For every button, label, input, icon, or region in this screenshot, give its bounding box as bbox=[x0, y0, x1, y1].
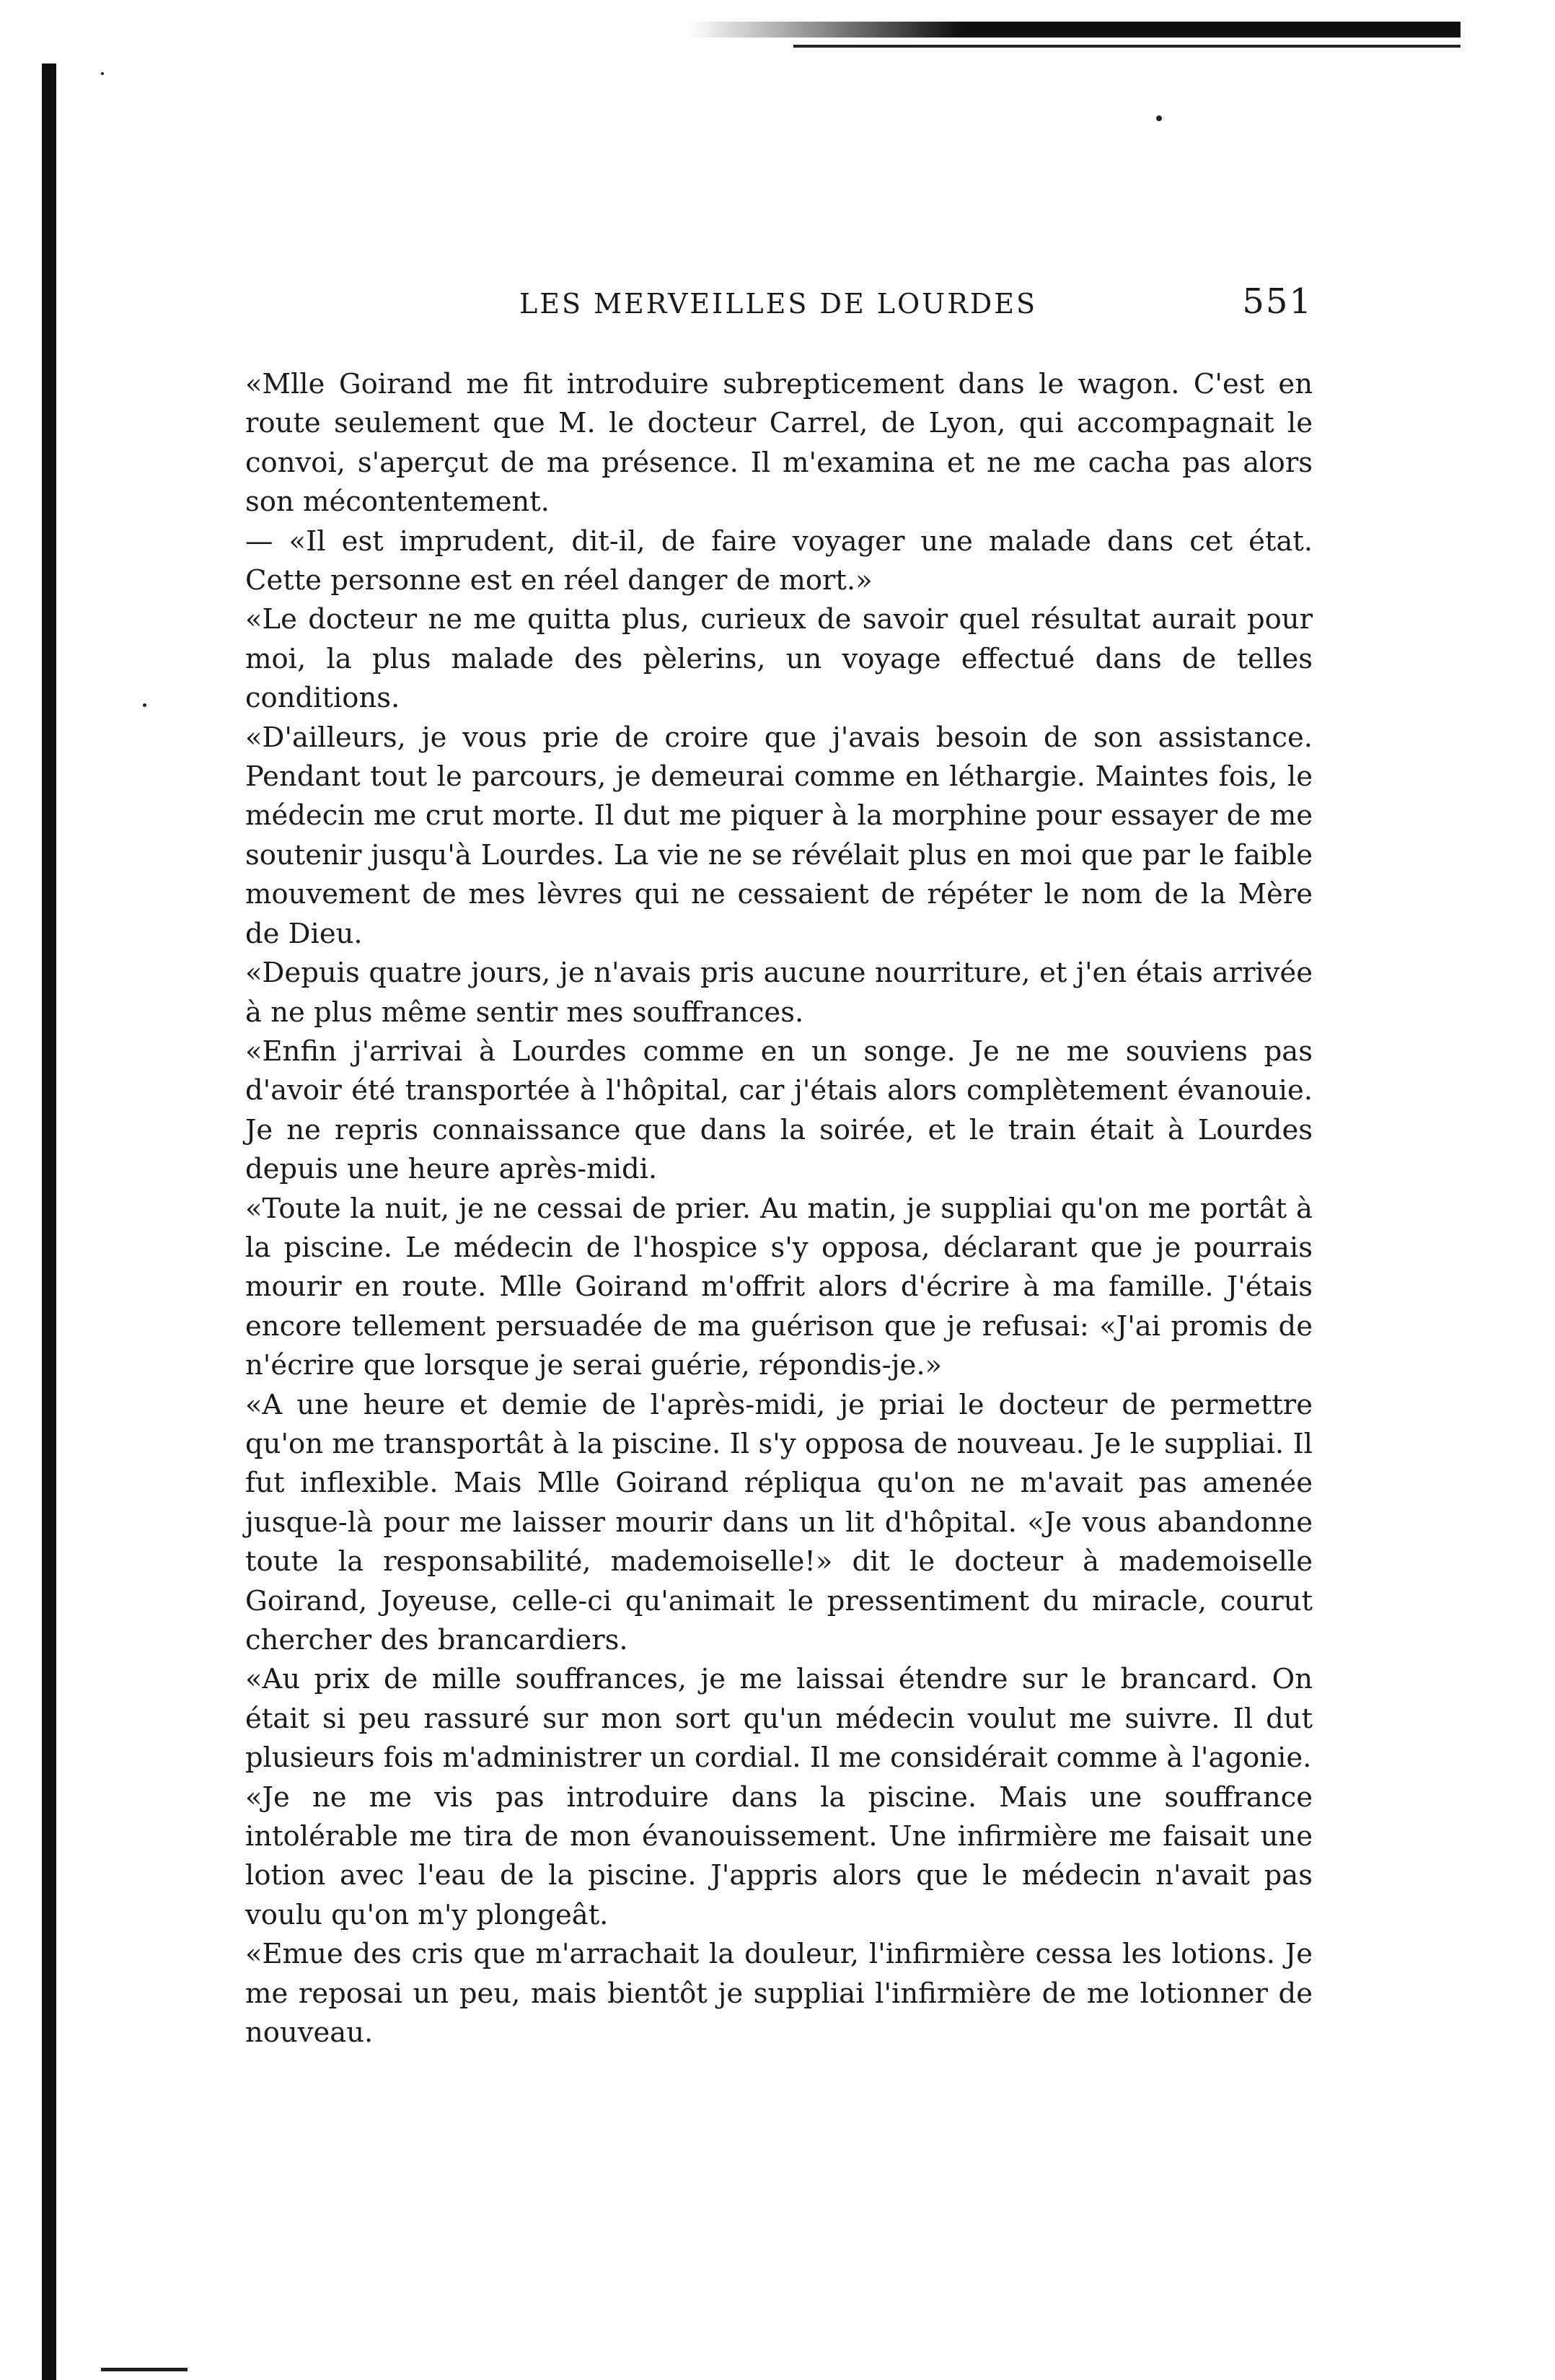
paragraph: «Depuis quatre jours, je n'avais pris aucune nourriture, et j'en étais arrivée à ne plus même sentir mes souffrances. bbox=[245, 957, 1313, 1029]
paragraph: «Toute la nuit, je ne cessai de prier. Au matin, je suppliai qu'on me portât à la piscine. Le médecin de l'hospice s'y opposa, déclarant que je pourrais mourir en route. Mlle Goirand m'offrit alors d'écrire à ma famille. J'étais encore tellement persuadée de ma guérison que je refusai: «J'ai promis de n'écrire que lorsque je serai guérie, répondis-je.» bbox=[245, 1192, 1313, 1382]
body-text bbox=[245, 365, 1313, 2052]
top-edge-shadow bbox=[689, 22, 1461, 38]
paragraph: «Enfin j'arrivai à Lourdes comme en un songe. Je ne me souviens pas d'avoir été transportée à l'hôpital, car j'étais alors complètement évanouie. Je ne repris connaissance que dans la soirée, et le train était à Lourdes depuis une heure après-midi. bbox=[245, 1035, 1313, 1186]
paragraph: — «Il est imprudent, dit-il, de faire voyager une malade dans cet état. Cette personne est en réel danger de mort.» bbox=[245, 524, 1313, 597]
ink-speck bbox=[101, 72, 104, 75]
page-number: 551 bbox=[1242, 281, 1313, 322]
paragraph: «Au prix de mille souffrances, je me laissai étendre sur le brancard. On était si peu rassuré sur mon sort qu'un médecin voulut me suivre. Il dut plusieurs fois m'administrer un cordial. Il me considérait comme à l'agonie. bbox=[245, 1663, 1313, 1775]
running-header bbox=[245, 281, 1313, 332]
paragraph: «Je ne me vis pas introduire dans la piscine. Mais une souffrance intolérable me tira de mon évanouissement. Une infirmière me faisait une lotion avec l'eau de la piscine. J'appris alors que le médecin n'avait pas voulu qu'on m'y plongeât. bbox=[245, 1780, 1313, 1931]
running-title: LES MERVEILLES DE LOURDES bbox=[519, 288, 1038, 320]
ink-speck bbox=[1156, 115, 1162, 121]
bottom-edge-mark bbox=[101, 2368, 188, 2371]
page-content bbox=[245, 281, 1313, 2052]
paragraph: «D'ailleurs, je vous prie de croire que j'avais besoin de son assistance. Pendant tout le parcours, je demeurai comme en léthargie. Maintes fois, le médecin me crut morte. Il dut me piquer à la morphine pour essayer de me soutenir jusqu'à Lourdes. La vie ne se révélait plus en moi que par le faible mouvement de mes lèvres qui ne cessaient de répéter le nom de la Mère de Dieu. bbox=[245, 721, 1313, 950]
paragraph: «Emue des cris que m'arrachait la douleur, l'infirmière cessa les lotions. Je me reposai un peu, mais bientôt je suppliai l'infirmière de me lotionner de nouveau. bbox=[245, 1938, 1313, 2050]
top-edge-line bbox=[793, 45, 1461, 48]
paragraph: «A une heure et demie de l'après-midi, je priai le docteur de permettre qu'on me transportât à la piscine. Il s'y opposa de nouveau. Je le suppliai. Il fut inflexible. Mais Mlle Goirand répliqua qu'on ne m'avait pas amenée jusque-là pour me laisser mourir dans un lit d'hôpital. «Je vous abandonne toute la responsabilité, mademoiselle!» dit le docteur à mademoiselle Goirand, Joyeuse, celle-ci qu'animait le pressentiment du miracle, courut chercher des brancardiers. bbox=[245, 1388, 1313, 1656]
ink-speck bbox=[143, 703, 146, 707]
paragraph: «Mlle Goirand me fit introduire subrepticement dans le wagon. C'est en route seulement que M. le docteur Carrel, de Lyon, qui accompagnait le convoi, s'aperçut de ma présence. Il m'examina et ne me cacha pas alors son mécontentement. bbox=[245, 368, 1313, 519]
page-edge-shadow bbox=[42, 63, 56, 2380]
paragraph: «Le docteur ne me quitta plus, curieux de savoir quel résultat aurait pour moi, la plus malade des pèlerins, un voyage effectué dans de telles conditions. bbox=[245, 603, 1313, 715]
